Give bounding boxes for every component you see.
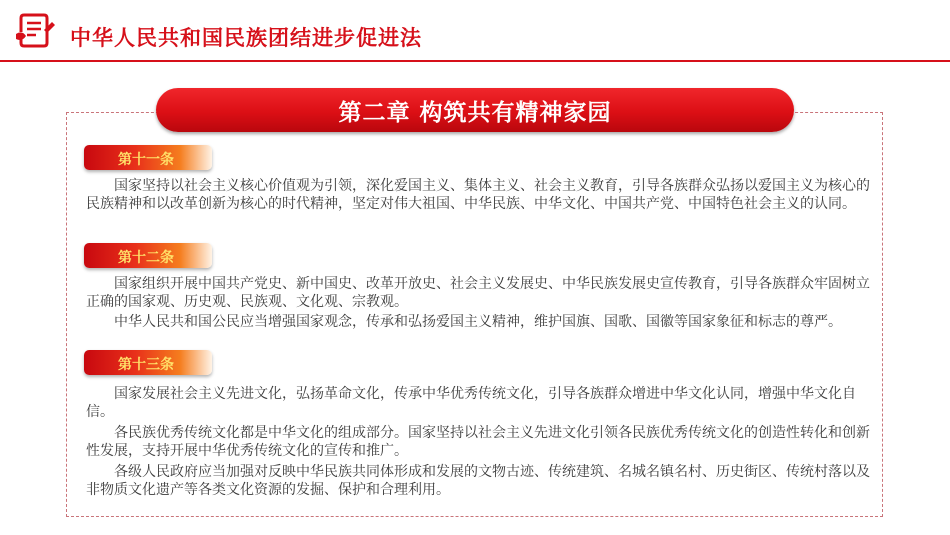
article-12-paragraph-1: 国家组织开展中国共产党史、新中国史、改革开放史、社会主义发展史、中华民族发展史宣传教育，引导各族群众牢固树立正确的国家观、历史观、民族观、文化观、宗教观。 <box>86 276 870 310</box>
article-tag-label: 第十一条 <box>118 152 174 168</box>
article-tag-13 <box>84 350 212 375</box>
article-tag-label: 第十三条 <box>118 357 174 373</box>
article-13-paragraph-2: 各民族优秀传统文化都是中华文化的组成部分。国家坚持以社会主义先进文化引领各民族优秀传统文化的创造性转化和创新性发展，支持开展中华优秀传统文化的宣传和推广。 <box>86 425 870 459</box>
page-title: 中华人民共和国民族团结进步促进法 <box>70 26 422 50</box>
article-11-paragraph-1: 国家坚持以社会主义核心价值观为引领，深化爱国主义、集体主义、社会主义教育，引导各族群众弘扬以爱国主义为核心的民族精神和以改革创新为核心的时代精神，坚定对伟大祖国、中华民族、中华文化、中国共产党、中国特色社会主义的认同。 <box>86 178 870 212</box>
article-tag-label: 第十二条 <box>118 250 174 266</box>
header-document-icon <box>14 12 56 48</box>
article-13-paragraph-1: 国家发展社会主义先进文化，弘扬革命文化，传承中华优秀传统文化，引导各族群众增进中华文化认同，增强中华文化自信。 <box>86 386 856 420</box>
article-tag-12 <box>84 243 212 268</box>
article-13-paragraph-3: 各级人民政府应当加强对反映中华民族共同体形成和发展的文物古迹、传统建筑、名城名镇名村、历史街区、传统村落以及非物质文化遗产等各类文化资源的发掘、保护和合理利用。 <box>86 464 870 498</box>
chapter-banner <box>156 88 794 132</box>
article-12-paragraph-2: 中华人民共和国公民应当增强国家观念，传承和弘扬爱国主义精神，维护国旗、国歌、国徽等国家象征和标志的尊严。 <box>114 314 842 330</box>
header-divider <box>0 60 950 62</box>
chapter-title: 第二章 构筑共有精神家园 <box>338 99 612 126</box>
article-tag-11 <box>84 145 212 170</box>
